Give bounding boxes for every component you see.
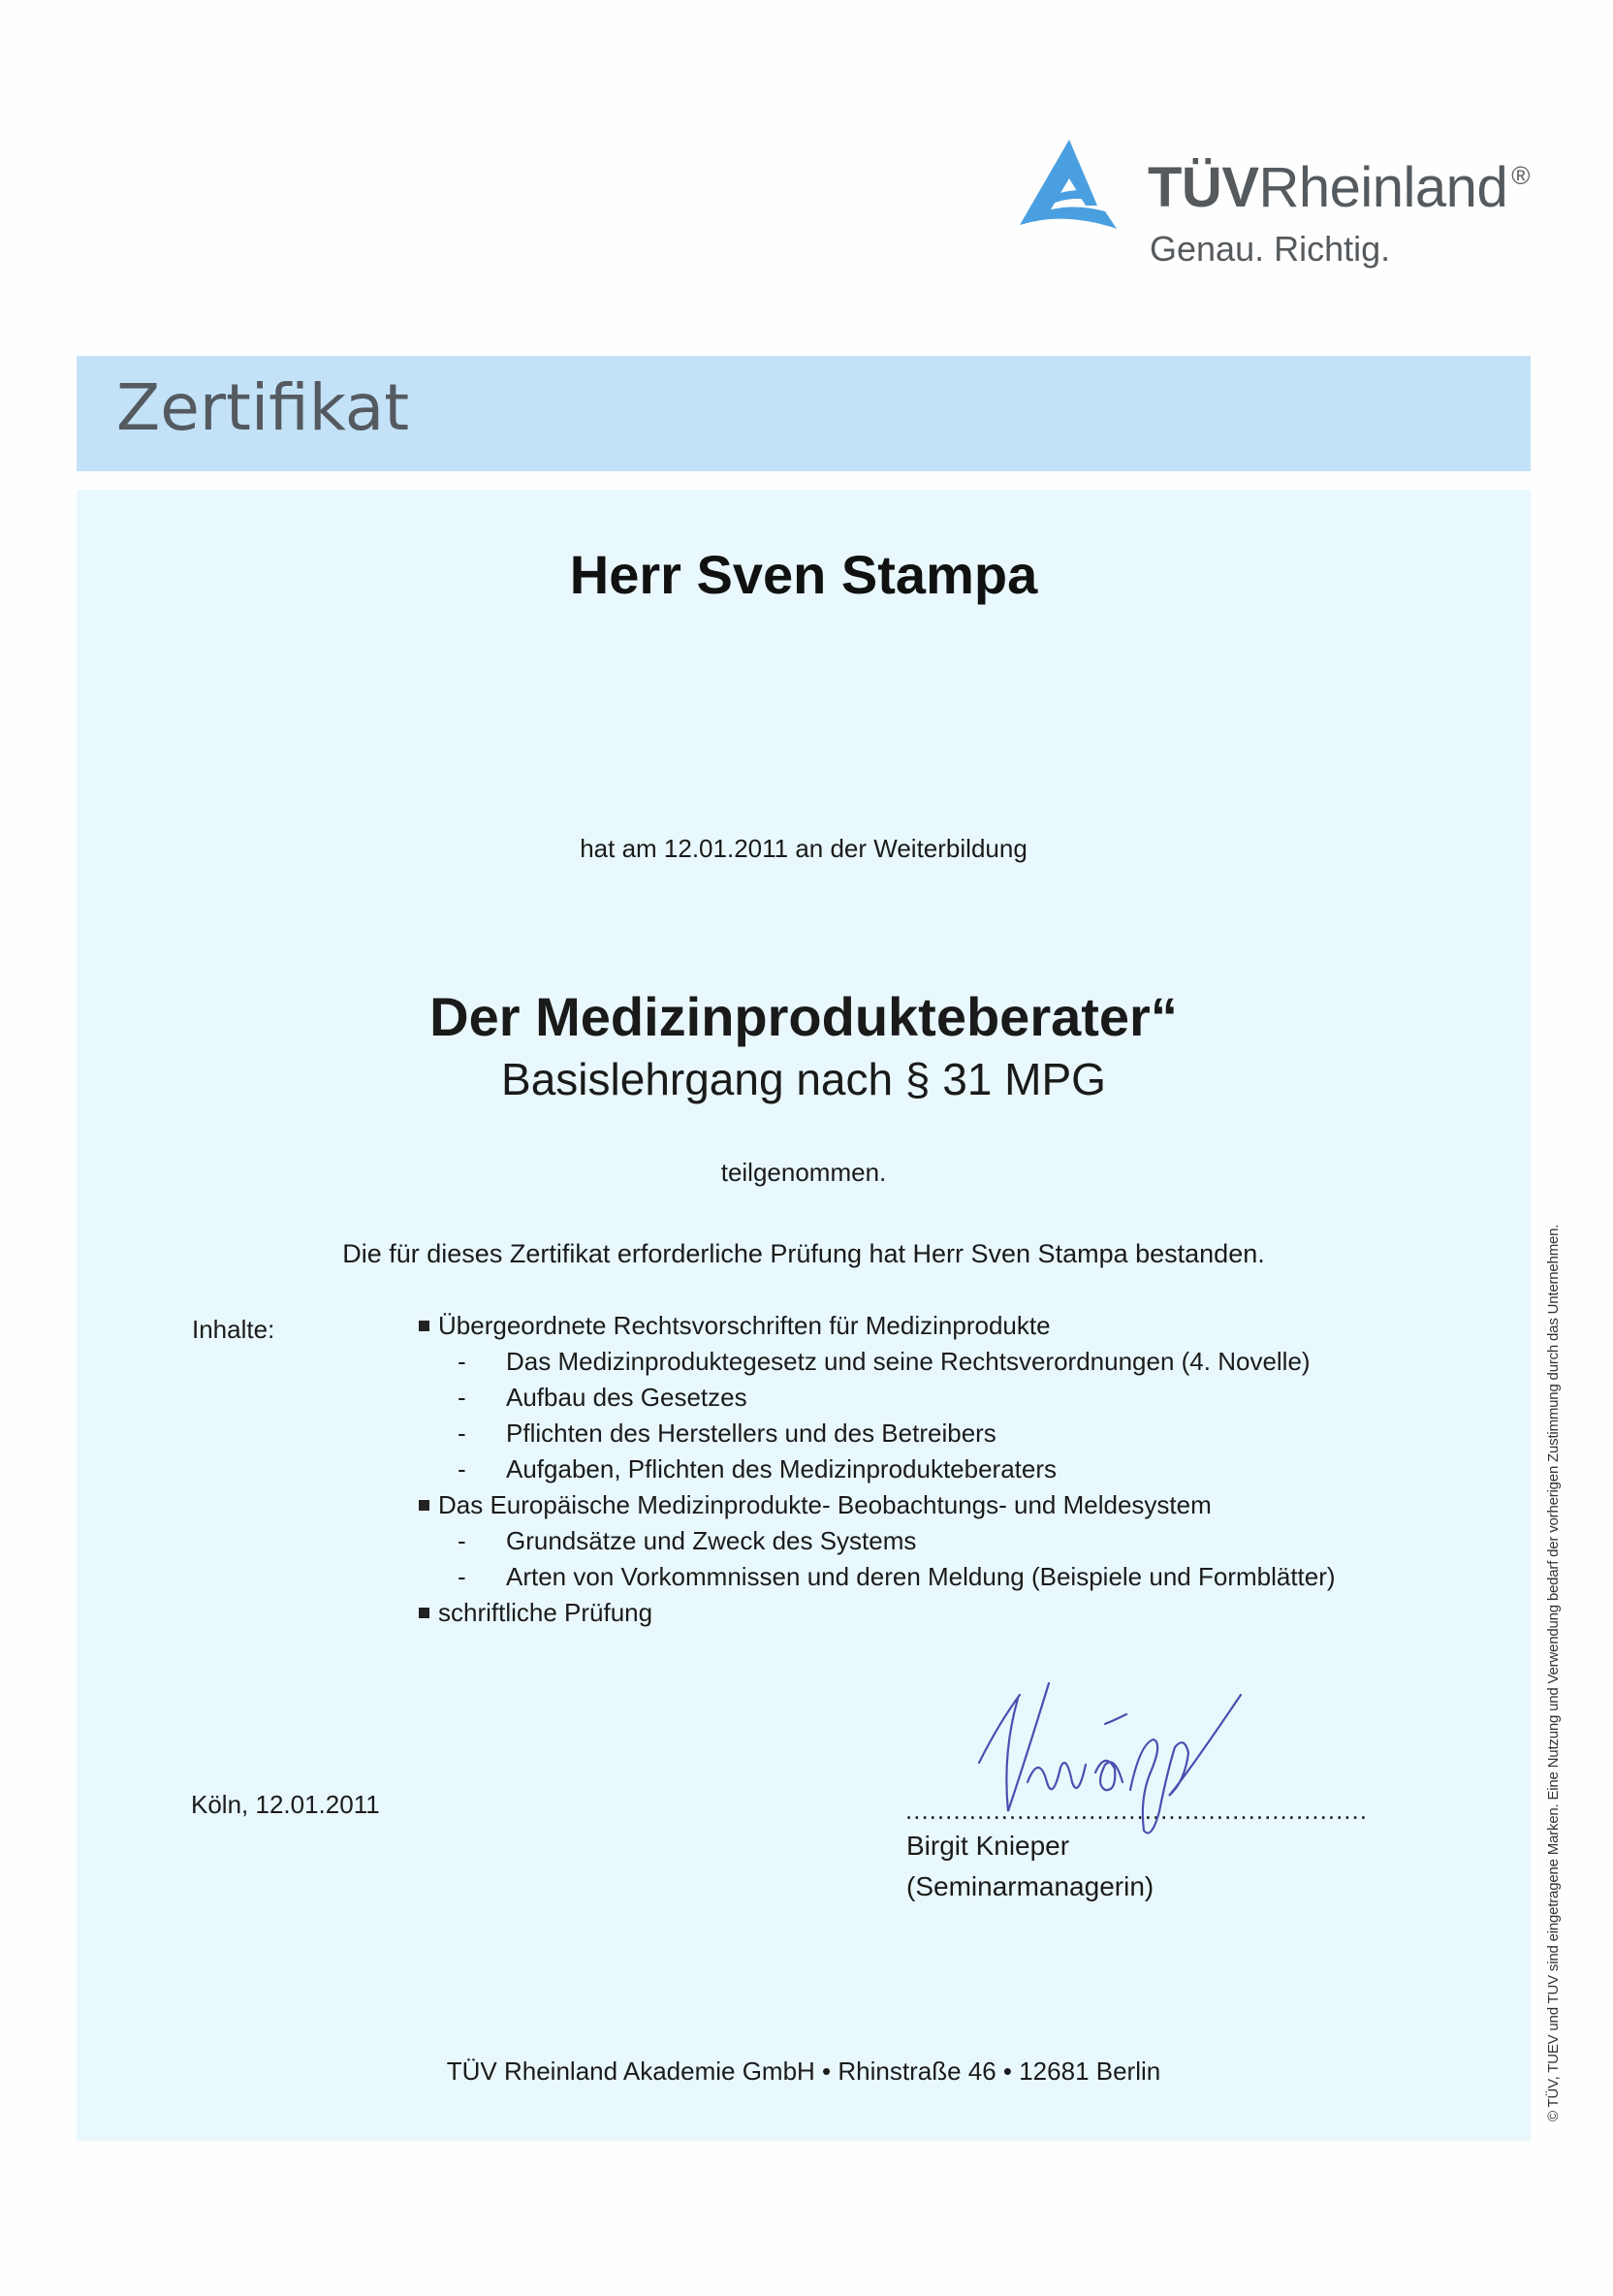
issuer-address: TÜV Rheinland Akademie GmbH • Rhinstraße 46 • 12681 Berlin	[446, 2057, 1161, 2086]
contents-subitem: - Arten von Vorkommnissen und deren Meldung (Beispiele und Formblätter)	[458, 1562, 1336, 1591]
course-subtitle: Basislehrgang nach § 31 MPG	[501, 1054, 1106, 1104]
tuv-triangle-logo-icon	[1016, 136, 1123, 233]
brand-slogan: Genau. Richtig.	[1150, 229, 1391, 269]
recipient-name: Herr Sven Stampa	[569, 544, 1038, 605]
course-title: Der Medizinprodukteberater“	[429, 986, 1178, 1047]
participated-text: teilgenommen.	[720, 1158, 887, 1187]
square-bullet-icon	[419, 1608, 429, 1618]
brand-regular: Rheinland	[1258, 156, 1508, 219]
contents-subitem: - Aufbau des Gesetzes	[458, 1383, 747, 1412]
square-bullet-icon	[419, 1500, 429, 1511]
contents-item: Das Europäische Medizinprodukte- Beobachtungs- und Meldesystem	[419, 1490, 1212, 1520]
registered-mark: ®	[1511, 161, 1530, 190]
contents-subitem: - Grundsätze und Zweck des Systems	[458, 1526, 917, 1555]
contents-subitem: - Das Medizinproduktegesetz und seine Rechtsverordnungen (4. Novelle)	[458, 1347, 1311, 1376]
brand-wordmark	[1148, 155, 1530, 220]
exam-passed-statement: Die für dieses Zertifikat erforderliche Prüfung hat Herr Sven Stampa bestanden.	[342, 1239, 1265, 1268]
signer-name: Birgit Knieper	[906, 1831, 1070, 1861]
square-bullet-icon	[419, 1321, 429, 1331]
handwritten-signature-icon	[960, 1675, 1270, 1840]
trademark-side-note: © TÜV, TUEV und TUV sind eingetragene Marken. Eine Nutzung und Verwendung bedarf der vorherigen Zustimmung durch das Unternehmen.	[1545, 1224, 1562, 2121]
place-and-date: Köln, 12.01.2011	[191, 1790, 380, 1819]
signer-role: (Seminarmanagerin)	[906, 1871, 1154, 1901]
contents-label: Inhalte:	[192, 1315, 275, 1344]
contents-subitem: - Aufgaben, Pflichten des Medizinprodukteberaters	[458, 1454, 1058, 1483]
intro-text: hat am 12.01.2011 an der Weiterbildung	[580, 834, 1028, 863]
contents-item: Übergeordnete Rechtsvorschriften für Medizinprodukte	[419, 1311, 1051, 1341]
signature-dotted-line: ..........................................................	[905, 1796, 1368, 1825]
contents-subitem: - Pflichten des Herstellers und des Betreibers	[458, 1419, 996, 1448]
certificate-heading: Zertifikat	[116, 370, 410, 445]
contents-item: schriftliche Prüfung	[419, 1598, 652, 1628]
brand-bold: TÜV	[1148, 156, 1259, 219]
